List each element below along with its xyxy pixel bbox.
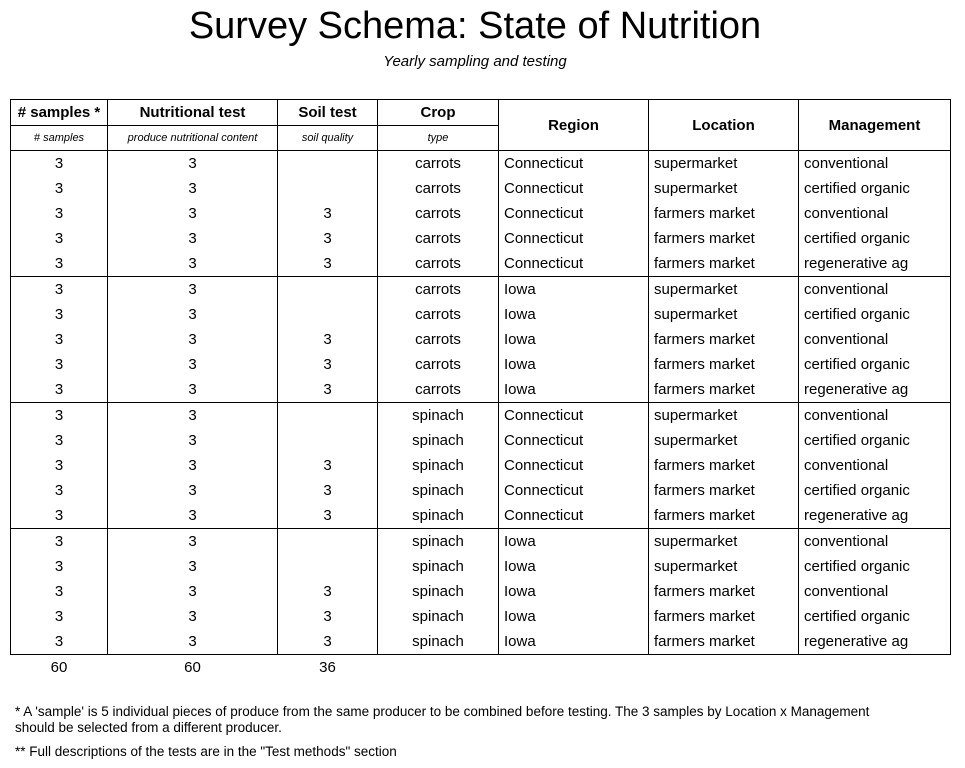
cell-soil-test (278, 529, 378, 555)
table-row (11, 377, 951, 403)
table-row (11, 478, 951, 503)
cell-management: conventional (799, 201, 951, 226)
cell-nutritional-test: 3 (108, 226, 278, 251)
total-empty (799, 655, 951, 681)
table-row (11, 277, 951, 303)
header-crop: Crop (378, 100, 499, 126)
cell-region: Connecticut (499, 176, 649, 201)
cell-management: conventional (799, 529, 951, 555)
cell-region: Connecticut (499, 151, 649, 177)
cell-crop: carrots (378, 251, 499, 277)
cell-location: farmers market (649, 604, 799, 629)
cell-location: supermarket (649, 529, 799, 555)
table-row (11, 428, 951, 453)
table-header (11, 100, 951, 151)
cell-management: conventional (799, 151, 951, 177)
cell-region: Iowa (499, 529, 649, 555)
cell-management: certified organic (799, 176, 951, 201)
cell-nutritional-test: 3 (108, 251, 278, 277)
cell-crop: spinach (378, 579, 499, 604)
cell-region: Iowa (499, 554, 649, 579)
cell-samples: 3 (11, 277, 108, 303)
cell-crop: spinach (378, 453, 499, 478)
table-row (11, 251, 951, 277)
cell-samples: 3 (11, 428, 108, 453)
cell-location: farmers market (649, 201, 799, 226)
cell-nutritional-test: 3 (108, 201, 278, 226)
cell-crop: carrots (378, 302, 499, 327)
cell-region: Iowa (499, 604, 649, 629)
table-row (11, 302, 951, 327)
cell-management: conventional (799, 327, 951, 352)
cell-soil-test (278, 277, 378, 303)
header-soil-test: Soil test (278, 100, 378, 126)
cell-nutritional-test: 3 (108, 327, 278, 352)
header-location: Location (649, 100, 799, 151)
cell-samples: 3 (11, 453, 108, 478)
cell-region: Iowa (499, 377, 649, 403)
cell-samples: 3 (11, 478, 108, 503)
cell-samples: 3 (11, 251, 108, 277)
cell-location: supermarket (649, 428, 799, 453)
cell-region: Iowa (499, 302, 649, 327)
table-row (11, 554, 951, 579)
cell-nutritional-test: 3 (108, 428, 278, 453)
cell-crop: carrots (378, 352, 499, 377)
cell-location: farmers market (649, 629, 799, 655)
cell-soil-test: 3 (278, 201, 378, 226)
cell-crop: carrots (378, 201, 499, 226)
cell-management: certified organic (799, 352, 951, 377)
cell-soil-test: 3 (278, 503, 378, 529)
cell-location: farmers market (649, 453, 799, 478)
cell-management: regenerative ag (799, 503, 951, 529)
table-row (11, 176, 951, 201)
cell-nutritional-test: 3 (108, 629, 278, 655)
cell-crop: spinach (378, 604, 499, 629)
cell-location: farmers market (649, 478, 799, 503)
survey-schema-table (10, 99, 951, 680)
total-empty (378, 655, 499, 681)
cell-region: Connecticut (499, 478, 649, 503)
cell-nutritional-test: 3 (108, 554, 278, 579)
cell-location: farmers market (649, 352, 799, 377)
subheader-samples: # samples (11, 126, 108, 151)
total-samples: 60 (50, 659, 68, 676)
cell-soil-test: 3 (278, 478, 378, 503)
cell-soil-test: 3 (278, 352, 378, 377)
table-row (11, 327, 951, 352)
cell-samples: 3 (11, 529, 108, 555)
cell-location: supermarket (649, 176, 799, 201)
cell-location: farmers market (649, 251, 799, 277)
cell-location: supermarket (649, 277, 799, 303)
footnote-sample-definition: * A 'sample' is 5 individual pieces of produce from the same producer to be combined before testing. The 3 samples by Location x Management should be selected from a different producer. (15, 704, 870, 735)
cell-crop: carrots (378, 226, 499, 251)
cell-samples: 3 (11, 302, 108, 327)
cell-location: supermarket (649, 403, 799, 429)
cell-region: Connecticut (499, 201, 649, 226)
total-nutritional-test: 60 (184, 659, 201, 676)
cell-region: Iowa (499, 277, 649, 303)
cell-management: regenerative ag (799, 251, 951, 277)
table-row (11, 579, 951, 604)
table-totals (11, 655, 951, 681)
cell-soil-test: 3 (278, 453, 378, 478)
cell-samples: 3 (11, 604, 108, 629)
cell-nutritional-test: 3 (108, 277, 278, 303)
cell-samples: 3 (11, 201, 108, 226)
cell-management: certified organic (799, 226, 951, 251)
cell-location: supermarket (649, 302, 799, 327)
header-management: Management (799, 100, 951, 151)
cell-location: supermarket (649, 151, 799, 177)
cell-region: Connecticut (499, 453, 649, 478)
cell-samples: 3 (11, 377, 108, 403)
subheader-nutritional-test: produce nutritional content (108, 126, 278, 151)
table-row (11, 453, 951, 478)
cell-soil-test: 3 (278, 226, 378, 251)
cell-soil-test: 3 (278, 327, 378, 352)
header-nutritional-test: Nutritional test (108, 100, 278, 126)
cell-samples: 3 (11, 403, 108, 429)
cell-region: Connecticut (499, 403, 649, 429)
subheader-crop: type (378, 126, 499, 151)
cell-crop: spinach (378, 428, 499, 453)
header-samples: # samples * (11, 100, 108, 126)
cell-soil-test (278, 554, 378, 579)
cell-samples: 3 (11, 579, 108, 604)
cell-soil-test: 3 (278, 251, 378, 277)
cell-location: farmers market (649, 579, 799, 604)
cell-nutritional-test: 3 (108, 176, 278, 201)
cell-crop: spinach (378, 403, 499, 429)
cell-soil-test: 3 (278, 579, 378, 604)
cell-nutritional-test: 3 (108, 478, 278, 503)
cell-soil-test (278, 176, 378, 201)
totals-row (11, 655, 951, 681)
cell-region: Iowa (499, 327, 649, 352)
cell-samples: 3 (11, 554, 108, 579)
cell-samples: 3 (11, 327, 108, 352)
cell-crop: spinach (378, 554, 499, 579)
page-subtitle: Yearly sampling and testing (383, 53, 567, 70)
page-title: Survey Schema: State of Nutrition (188, 5, 762, 47)
table-row (11, 629, 951, 655)
cell-management: conventional (799, 579, 951, 604)
cell-management: conventional (799, 403, 951, 429)
cell-region: Connecticut (499, 251, 649, 277)
cell-region: Iowa (499, 629, 649, 655)
cell-region: Connecticut (499, 428, 649, 453)
cell-region: Connecticut (499, 503, 649, 529)
table-row (11, 226, 951, 251)
cell-crop: carrots (378, 327, 499, 352)
cell-region: Iowa (499, 352, 649, 377)
cell-samples: 3 (11, 176, 108, 201)
cell-nutritional-test: 3 (108, 352, 278, 377)
cell-nutritional-test: 3 (108, 302, 278, 327)
cell-soil-test (278, 151, 378, 177)
cell-crop: carrots (378, 277, 499, 303)
cell-location: supermarket (649, 554, 799, 579)
cell-crop: carrots (378, 377, 499, 403)
cell-soil-test: 3 (278, 604, 378, 629)
subheader-soil-test: soil quality (278, 126, 378, 151)
header-region: Region (499, 100, 649, 151)
cell-management: certified organic (799, 604, 951, 629)
table-row (11, 604, 951, 629)
cell-samples: 3 (11, 151, 108, 177)
cell-location: farmers market (649, 327, 799, 352)
cell-nutritional-test: 3 (108, 604, 278, 629)
table-row (11, 403, 951, 429)
total-empty (499, 655, 649, 681)
cell-crop: carrots (378, 176, 499, 201)
cell-soil-test (278, 428, 378, 453)
table-row (11, 352, 951, 377)
cell-samples: 3 (11, 352, 108, 377)
cell-crop: spinach (378, 529, 499, 555)
cell-region: Iowa (499, 579, 649, 604)
cell-nutritional-test: 3 (108, 151, 278, 177)
cell-location: farmers market (649, 226, 799, 251)
cell-soil-test (278, 302, 378, 327)
cell-location: farmers market (649, 377, 799, 403)
cell-crop: spinach (378, 503, 499, 529)
cell-samples: 3 (11, 226, 108, 251)
total-soil-test: 36 (319, 659, 336, 676)
cell-soil-test: 3 (278, 629, 378, 655)
cell-nutritional-test: 3 (108, 403, 278, 429)
cell-nutritional-test: 3 (108, 529, 278, 555)
table-row (11, 201, 951, 226)
cell-management: certified organic (799, 302, 951, 327)
footnote-test-methods: ** Full descriptions of the tests are in the "Test methods" section (15, 744, 397, 759)
cell-management: regenerative ag (799, 377, 951, 403)
cell-nutritional-test: 3 (108, 377, 278, 403)
cell-nutritional-test: 3 (108, 579, 278, 604)
cell-management: certified organic (799, 478, 951, 503)
cell-management: regenerative ag (799, 629, 951, 655)
cell-nutritional-test: 3 (108, 503, 278, 529)
cell-crop: spinach (378, 478, 499, 503)
table-row (11, 503, 951, 529)
total-empty (649, 655, 799, 681)
table-row (11, 529, 951, 555)
cell-crop: spinach (378, 629, 499, 655)
cell-samples: 3 (11, 629, 108, 655)
cell-soil-test (278, 403, 378, 429)
cell-management: conventional (799, 277, 951, 303)
cell-location: farmers market (649, 503, 799, 529)
cell-crop: carrots (378, 151, 499, 177)
table-body (11, 151, 951, 655)
cell-nutritional-test: 3 (108, 453, 278, 478)
cell-region: Connecticut (499, 226, 649, 251)
cell-management: conventional (799, 453, 951, 478)
cell-soil-test: 3 (278, 377, 378, 403)
table-row (11, 151, 951, 177)
footnotes (15, 704, 895, 768)
cell-samples: 3 (11, 503, 108, 529)
cell-management: certified organic (799, 428, 951, 453)
cell-management: certified organic (799, 554, 951, 579)
